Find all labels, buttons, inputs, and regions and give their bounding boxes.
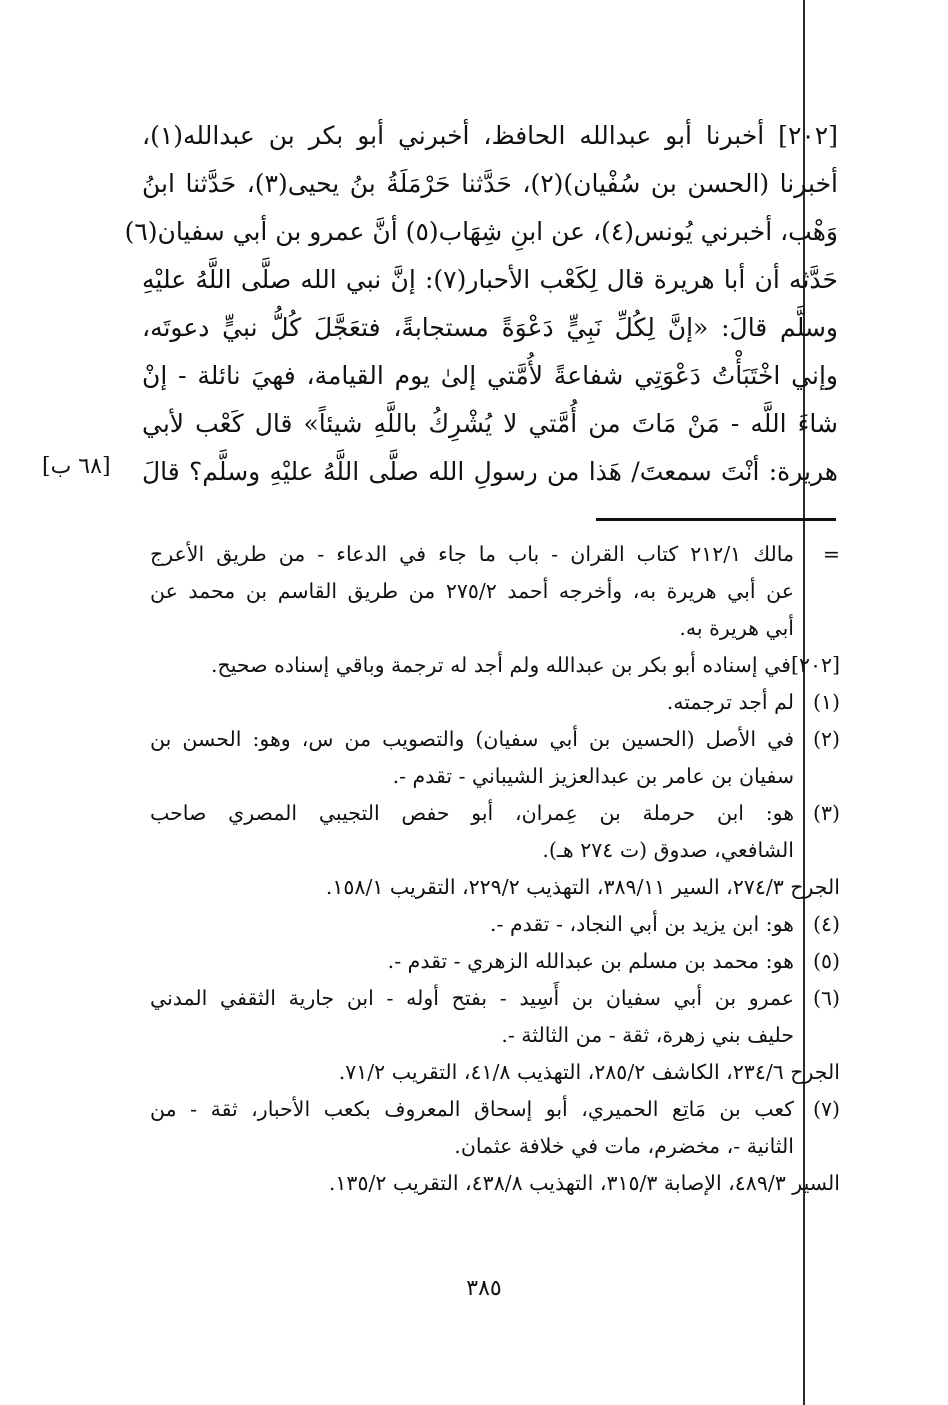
main-text-line: وَهْب، أخبرني يُونس(٤)، عن ابنِ شِهَاب(٥) أنَّ عمرو بن أبي سفيان(٦) (124, 217, 838, 246)
main-text-line: وسلَّم قالَ: «إنَّ لِكُلِّ نَبِيٍّ دَعْوَةً مستجابةً، فتعَجَّلَ كُلُّ نبيٍّ دعوتَه، (142, 313, 838, 342)
footnote-5 (150, 943, 840, 980)
footnote-line: هو: ابن يزيد بن أبي النجاد، - تقدم -. (490, 912, 794, 936)
footnote-line: هو: محمد بن مسلم بن عبدالله الزهري - تقدم -. (387, 949, 794, 973)
footnote-line: عمرو بن أبي سفيان بن أَسِيد - بفتح أوله - ابن جارية الثقفي المدني (150, 986, 794, 1010)
footnote-line: أبي هريرة به. (679, 616, 794, 640)
footnote-4 (150, 906, 840, 943)
hadith-main-text (124, 112, 839, 496)
manuscript-folio-note: [٦٨ ب] (42, 454, 111, 479)
main-text-line: أخبرنا (الحسن بن سُفْيان)(٢)، حَدَّثنا حَرْمَلَةُ بنُ يحيى(٣)، حَدَّثنا ابنُ (142, 169, 838, 198)
footnote-line: هو: ابن حرملة بن عِمران، أبو حفص التجيبي المصري صاحب (150, 801, 794, 825)
footnote-6 (150, 980, 840, 1054)
footnote-line: سفيان بن عامر بن عبدالعزيز الشيباني - تقدم -. (392, 764, 794, 788)
footnote-7-references (150, 1165, 840, 1202)
footnote-line: مالك ٢١٢/١ كتاب القران - باب ما جاء في الدعاء - من طريق الأعرج (150, 542, 794, 566)
footnote-line: الجرح ٢٣٤/٦، الكاشف ٢٨٥/٢، التهذيب ٤١/٨، التقريب ٧١/٢. (338, 1060, 840, 1084)
footnote-body (150, 795, 794, 869)
footnote-line: كعب بن مَاتِع الحميري، أبو إسحاق المعروف بكعب الأحبار، ثقة - من (150, 1097, 794, 1121)
footnote-body (150, 647, 791, 684)
footnote-marker: (٣) (812, 801, 840, 825)
footnote-body (150, 721, 794, 795)
main-text-line: وإني اخْتَبَأْتُ دَعْوَتِي شفاعةً لأُمَّتي إلىٰ يوم القيامة، فهيَ نائلة - إنْ (142, 361, 839, 390)
footnotes-section (150, 536, 840, 1202)
footnote-line: عن أبي هريرة به، وأخرجه أحمد ٢٧٥/٢ من طريق القاسم بن محمد عن (150, 579, 795, 603)
footnote-1 (150, 684, 840, 721)
footnote-7 (150, 1091, 840, 1165)
footnote-line: لم أجد ترجمته. (666, 690, 794, 714)
footnote-3 (150, 795, 840, 869)
footnote-line: حليف بني زهرة، ثقة - من الثالثة -. (501, 1023, 794, 1047)
main-text-line: شاءَ اللَّه - مَنْ مَاتَ من أُمَّتي لا يُشْرِكُ باللَّهِ شيئاً» قال كَعْب لأبي (142, 409, 838, 438)
footnote-body (150, 980, 794, 1054)
footnote-line: الثانية -، مخضرم، مات في خلافة عثمان. (454, 1134, 794, 1158)
footnote-separator (596, 518, 836, 521)
page-number: ٣٨٥ (466, 1276, 502, 1301)
footnote-hadith-202 (150, 647, 840, 684)
footnote-line: السير ٤٨٩/٣، الإصابة ٣١٥/٣، التهذيب ٤٣٨/٨، التقريب ١٣٥/٢. (328, 1171, 840, 1195)
footnote-marker: (١) (812, 690, 840, 714)
footnote-body (150, 1054, 840, 1091)
footnote-body (150, 684, 794, 721)
footnote-marker: (٤) (812, 912, 840, 936)
footnote-marker: (٢) (812, 727, 840, 751)
footnote-marker: (٧) (812, 1097, 840, 1121)
footnote-body (150, 869, 840, 906)
footnote-body (150, 536, 794, 647)
footnote-marker: [٢٠٢] (790, 653, 840, 677)
footnote-3-references (150, 869, 840, 906)
main-text-line: [٢٠٢] أخبرنا أبو عبدالله الحافظ، أخبرني أبو بكر بن عبدالله(١)، (142, 121, 838, 150)
footnote-body (150, 1165, 840, 1202)
footnote-line: الشافعي، صدوق (ت ٢٧٤ هـ). (542, 838, 794, 862)
footnote-marker: (٦) (812, 986, 840, 1010)
footnote-6-references (150, 1054, 840, 1091)
footnote-line: في الأصل (الحسين بن أبي سفيان) والتصويب من س، وهو: الحسن بن (150, 727, 794, 751)
footnote-marker: = (822, 542, 840, 566)
footnote-continuation (150, 536, 840, 647)
footnote-line: في إسناده أبو بكر بن عبدالله ولم أجد له ترجمة وباقي إسناده صحيح. (210, 653, 791, 677)
footnote-body (150, 943, 794, 980)
footnote-body (150, 906, 794, 943)
main-text-line: هريرة: أنْتَ سمعتَ/ هَذا من رسولِ الله صلَّى اللَّهُ عليْهِ وسلَّم؟ قالَ (142, 457, 838, 486)
footnote-line: الجرح ٢٧٤/٣، السير ٣٨٩/١١، التهذيب ٢٢٩/٢، التقريب ١٥٨/١. (325, 875, 840, 899)
footnote-body (150, 1091, 794, 1165)
main-text-line: حَدَّثه أن أبا هريرة قال لِكَعْب الأحبار(٧): إنَّ نبي الله صلَّى اللَّهُ عليْهِ (142, 265, 838, 294)
footnote-2 (150, 721, 840, 795)
footnote-marker: (٥) (812, 949, 840, 973)
